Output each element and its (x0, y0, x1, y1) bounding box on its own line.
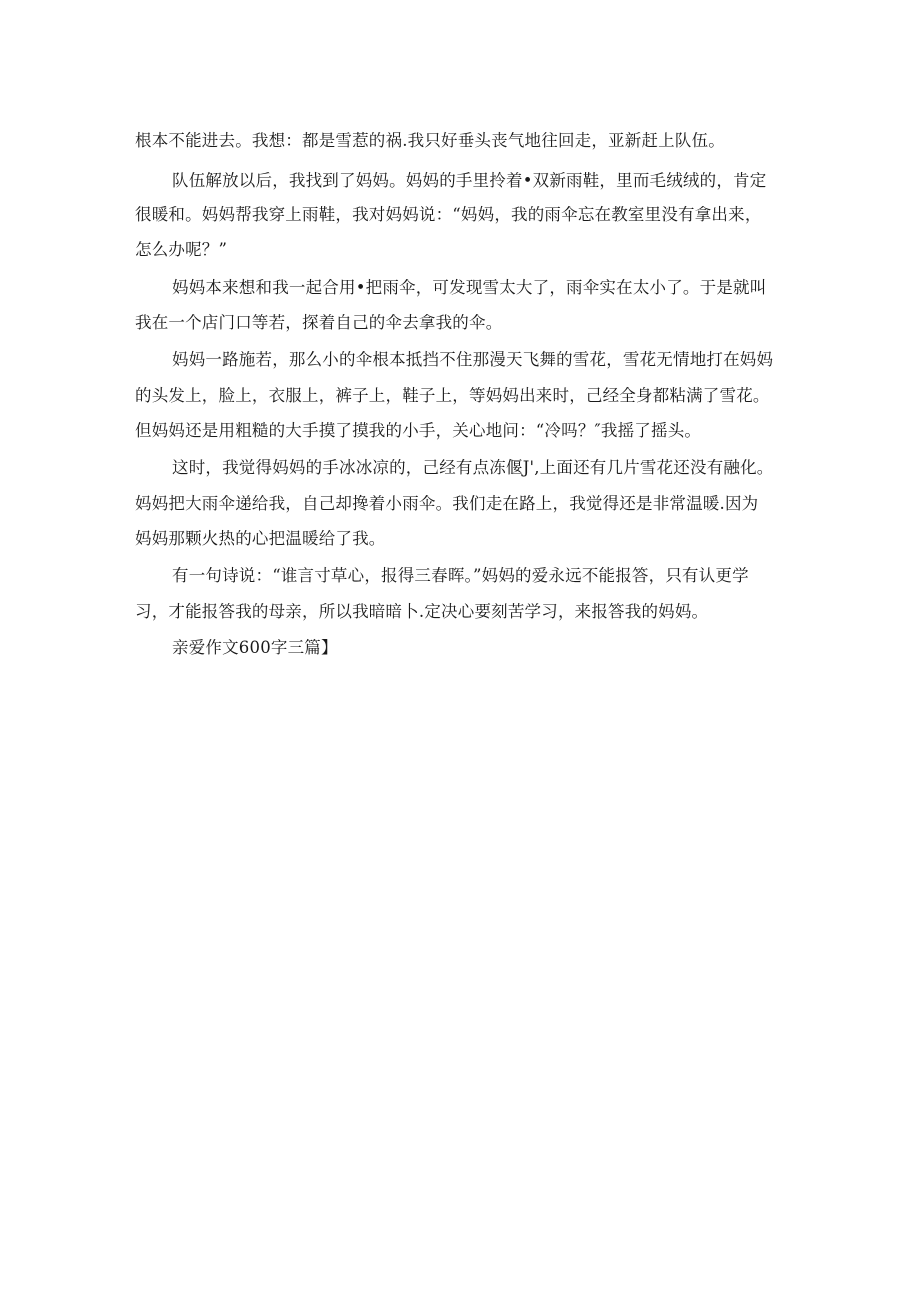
text-line-1: 根本不能进去。我想：都是雪惹的祸.我只好垂头丧气地往回走，亚新赶上队伍。 (135, 131, 725, 150)
text-line-3: 很暖和。妈妈帮我穿上雨鞋，我对妈妈说：“妈妈，我的雨伞忘在教室里没有拿出来， (135, 205, 762, 224)
text-line-8: 的头发上，脸上，衣服上，裤子上，鞋子上，等妈妈出来时，己经全身都粘满了雪花。 (135, 386, 770, 405)
text-line-15: 亲爱作文600字三篇】 (172, 638, 338, 657)
text-line-4: 怎么办呢？” (135, 240, 228, 259)
text-line-9: 但妈妈还是用粗糙的大手摸了摸我的小手，关心地问：“冷吗？″我摇了摇头。 (135, 421, 702, 440)
text-line-7: 妈妈一路施若，那么小的伞根本抵挡不住那漫天飞舞的雪花，雪花无情地打在妈妈 (172, 350, 774, 369)
text-line-10: 这时，我觉得妈妈的手冰冰凉的，己经有点冻偃J',上面还有几片雪花还没有融化。 (172, 458, 774, 477)
text-line-14: 习，才能报答我的母亲，所以我暗暗卜.定决心要刻苦学习，来报答我的妈妈。 (135, 602, 709, 621)
text-line-13: 有一句诗说：“谁言寸草心，报得三春晖。”妈妈的爱永远不能报答，只有认更学 (172, 566, 749, 585)
text-line-5: 妈妈本来想和我一起合用•把雨伞，可发现雪太大了，雨伞实在太小了。于是就叫 (172, 278, 767, 297)
text-line-11: 妈妈把大雨伞递给我，自己却搀着小雨伞。我们走在路上，我觉得还是非常温暖.因为 (135, 494, 759, 513)
text-line-6: 我在一个店门口等若，探着自己的伞去拿我的伞。 (135, 313, 503, 332)
text-line-12: 妈妈那颗火热的心把温暖给了我。 (135, 529, 386, 548)
text-line-2: 队伍解放以后，我找到了妈妈。妈妈的手里拎着•双新雨鞋，里而毛绒绒的，肯定 (172, 171, 767, 190)
